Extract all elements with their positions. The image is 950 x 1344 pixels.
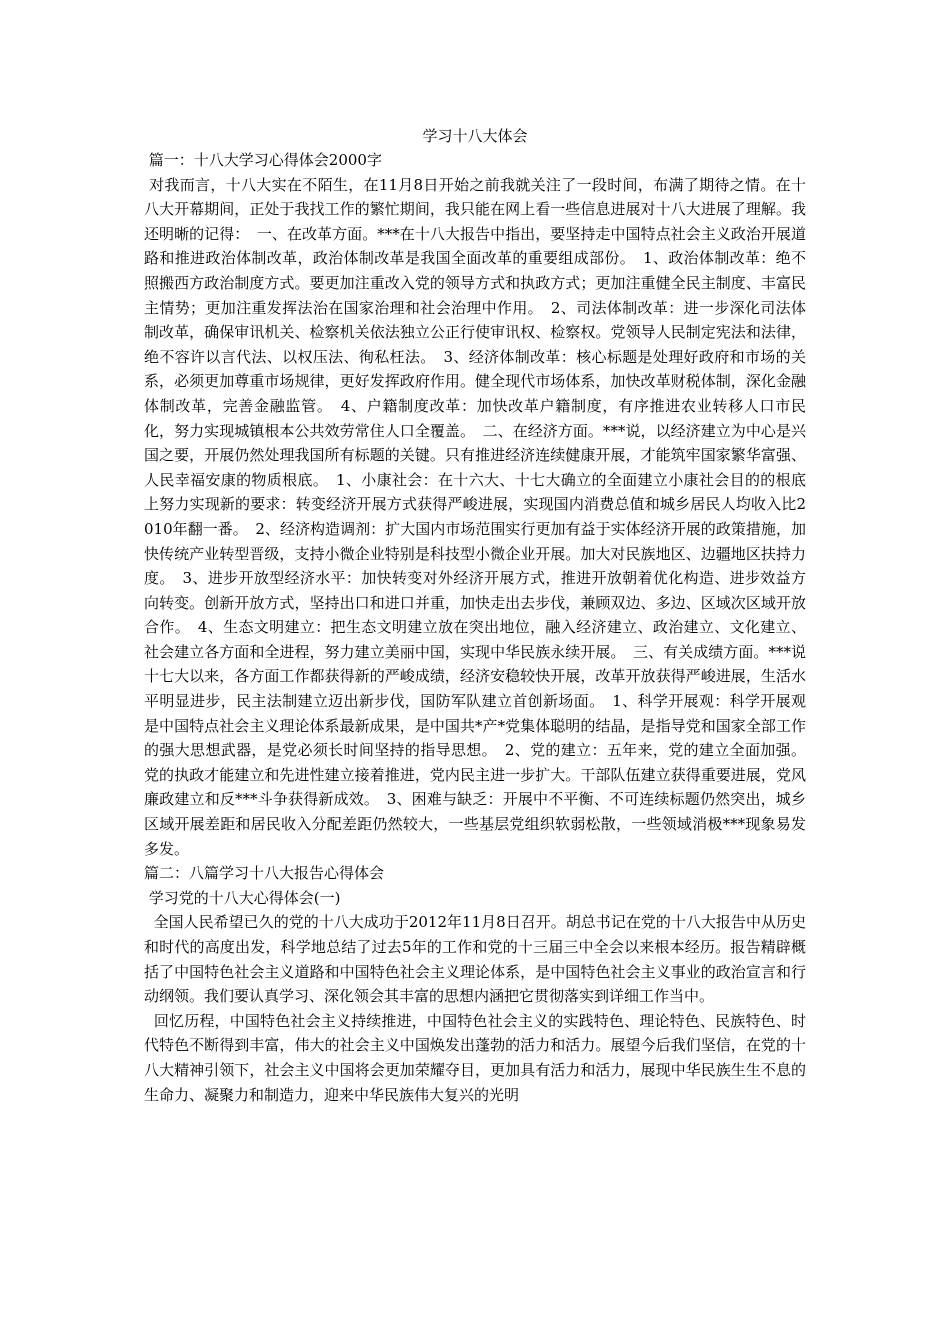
paragraph-heading-part-one: 篇一：十八大学习心得体会2000字: [144, 151, 382, 169]
paragraph-subheading: 学习党的十八大心得体会(一): [144, 888, 341, 907]
document-title: 学习十八大体会: [422, 127, 528, 145]
paragraph-body: 全国人民希望已久的党的十八大成功于2012年11月8日召开。胡总书记在党的十八大报告中从历史和时代的高度出发，科学地总结了过去5年的工作和党的十三届三中全会以来根本经历。报告精辟概括了中国特色社会主义道路和中国特色社会主义理论体系，是中国特色社会主义事业的政治宣言和行动纲领。我们要认真学习、深化领会其丰富的思想内涵把它贯彻落实到详细工作当中。: [144, 913, 806, 1006]
paragraph-heading-part-two: 篇二：八篇学习十八大报告心得体会: [144, 864, 385, 883]
document-page: [144, 124, 806, 1107]
paragraph-body-part-one: 对我而言，十八大实在不陌生，在11月8日开始之前我就关注了一段时间，布满了期待之情。在十八大开幕期间，正处于我找工作的繁忙期间，我只能在网上看一些信息进展对十八大进展了理解。我还明晰的记得： 一、在改革方面。***在十八大报告中指出，要坚持走中国特点社会主义政治开展道路和推进政治体制改革，政治体制改革是我国全面改革的重要组成部份。 1、政治体制改革：绝不照搬西方政治制度方式。要更加注重改入党的领导方式和执政方式；更加注重健全民主制度、丰富民主情势；更加注重发挥法治在国家治理和社会治理中作用。 2、司法体制改革：进一步深化司法体制改革，确保审讯机关、检察机关依法独立公正行使审讯权、检察权。党领导人民制定宪法和法律，绝不容许以言代法、以权压法、徇私枉法。 3、经济体制改革：核心标题是处理好政府和市场的关系，必须更加尊重市场规律，更好发挥政府作用。健全现代市场体系，加快改革财税体制，深化金融体制改革，完善金融监管。 4、户籍制度改革：加快改革户籍制度，有序推进农业转移人口市民化，努力实现城镇根本公共效劳常住人口全覆盖。 二、在经济方面。***说，以经济建立为中心是兴国之要，开展仍然处理我国所有标题的关键。只有推进经济连续健康开展，才能筑牢国家繁华富强、人民幸福安康的物质根底。 1、小康社会：在十六大、十七大确立的全面建立小康社会目的的根底上努力实现新的要求：转变经济开展方式获得严峻进展，实现国内消费总值和城乡居民人均收入比2010年翻一番。 2、经济构造调剂：扩大国内市场范围实行更加有益于实体经济开展的政策措施，加快传统产业转型晋级，支持小微企业特别是科技型小微企业开展。加大对民族地区、边疆地区扶持力度。 3、进步开放型经济水平：加快转变对外经济开展方式，推进开放朝着优化构造、进步效益方向转变。创新开放方式，坚持出口和进口并重，加快走出去步伐，兼顾双边、多边、区域次区域开放合作。 4、生态文明建立：把生态文明建立放在突出地位，融入经济建立、政治建立、文化建立、社会建立各方面和全进程，努力建立美丽中国，实现中华民族永续开展。 三、有关成绩方面。***说十七大以来，各方面工作都获得新的严峻成绩，经济安稳较快开展，改革开放获得严峻进展，生活水平明显进步，民主法制建立迈出新步伐，国防军队建立首创新场面。 1、科学开展观：科学开展观是中国特点社会主义理论体系最新成果，是中国共*产*党集体聪明的结晶，是指导党和国家全部工作的强大思想武器，是党必须长时间坚持的指导思想。 2、党的建立：五年来，党的建立全面加强。党的执政才能建立和先进性建立接着推进，党内民主进一步扩大。干部队伍建立获得重要进展，党风廉政建立和反***斗争获得新成效。 3、困难与缺乏：开展中不平衡、不可连续标题仍然突出，城乡区域开展差距和居民收入分配差距仍然较大，一些基层党组织软弱松散，一些领域消极***现象易发多发。: [144, 175, 806, 858]
paragraph-body: 回忆历程，中国特色社会主义持续推进，中国特色社会主义的实践特色、理论特色、民族特色、时代特色不断得到丰富，伟大的社会主义中国焕发出蓬勃的活力和活力。展望今后我们坚信，在党的十八大精神引领下，社会主义中国将会更加荣耀夺目，更加具有活力和活力，展现中华民族生生不息的生命力、凝聚力和制造力，迎来中华民族伟大复兴的光明: [144, 1011, 806, 1104]
